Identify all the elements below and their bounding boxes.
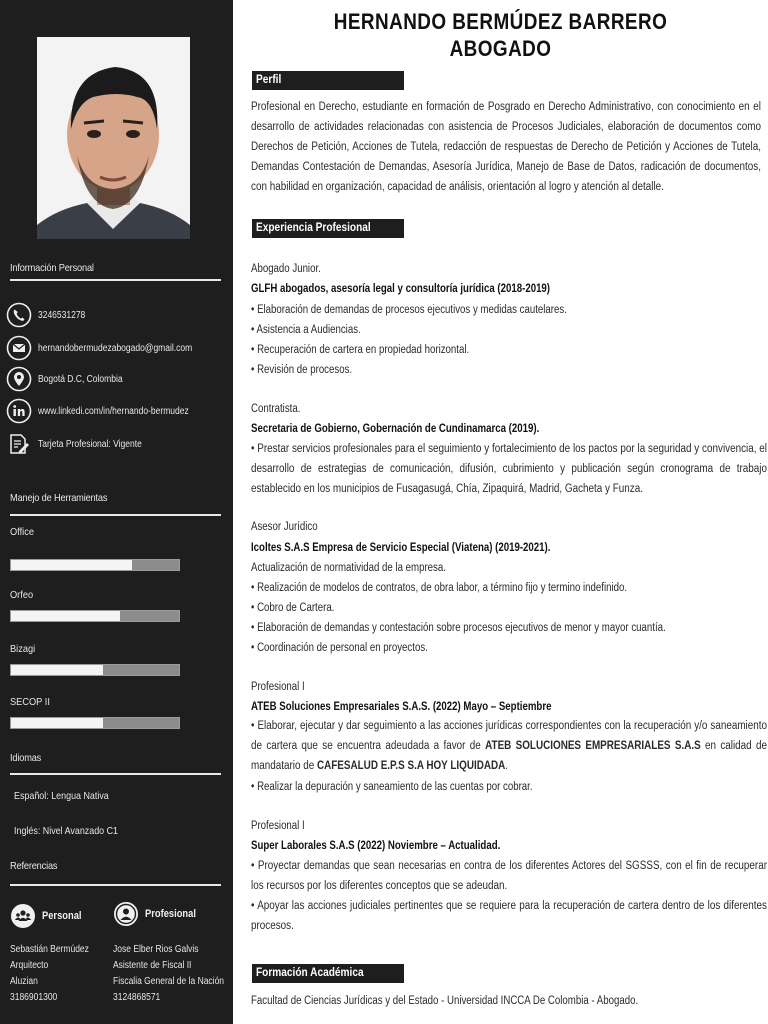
reference-company: Fiscalia General de la Nación <box>113 976 225 987</box>
email-link[interactable]: hernandobermudezabogado@gmail.com <box>38 342 193 354</box>
job-bullet: • Realización de modelos de contratos, de obra labor, a término fijo y termino indefinido. <box>251 582 628 594</box>
contact-location <box>6 366 138 392</box>
divider <box>10 279 221 281</box>
skill-bar <box>10 559 180 571</box>
user-icon <box>113 901 139 927</box>
skill-bar <box>10 610 180 622</box>
reference-company: Aluzian <box>10 976 38 987</box>
job-bullet: • Recuperación de cartera en propiedad horizontal. <box>251 344 470 356</box>
envelope-icon <box>6 335 32 361</box>
skill-bar-fill <box>11 665 103 675</box>
contact-email <box>6 335 219 361</box>
education-item: Facultad de Ciencias Jurídicas y del Estado - Universidad INCCA De Colombia - Abogado. <box>251 995 639 1007</box>
personal-label: Personal <box>42 910 82 922</box>
contact-phone <box>6 302 94 328</box>
phone-icon <box>6 302 32 328</box>
sidebar <box>0 0 233 1024</box>
job-company: GLFH abogados, asesoría legal y consultoría jurídica (2018-2019) <box>251 283 551 295</box>
job-company: Icoltes S.A.S Empresa de Servicio Especial (Viatena) (2019-2021). <box>251 542 551 554</box>
divider <box>10 514 221 516</box>
job-role: Profesional I <box>251 681 305 693</box>
skill-bar-fill <box>11 560 132 570</box>
job-company: ATEB Soluciones Empresariales S.A.S. (2022) Mayo – Septiembre <box>251 701 552 713</box>
reference-role: Asistente de Fiscal II <box>113 960 192 971</box>
job-role: Contratista. <box>251 403 301 415</box>
job-bullet: • Cobro de Cartera. <box>251 602 335 614</box>
main-content <box>233 0 768 1024</box>
job-bullet: • Elaborar, ejecutar y dar seguimiento a las acciones jurídicas correspondientes con la recuperación y/o saneamiento de cartera que se encuentra adeudada a favor de ATEB SOLUCIONES EMPRESARIALES S.A.S en calidad de mandatario de CAFESALUD E.P.S S.A HOY LIQUIDADA. <box>251 720 767 772</box>
personal-reference <box>10 942 103 1006</box>
contact-license <box>6 431 160 457</box>
job-bullet: • Revisión de procesos. <box>251 364 353 376</box>
profile-heading: Perfil <box>252 71 404 90</box>
skill-bar <box>10 664 180 676</box>
reference-role: Arquitecto <box>10 960 49 971</box>
professional-label: Profesional <box>145 908 196 920</box>
personal-reference-header <box>10 903 88 929</box>
professional-reference-header <box>113 901 205 927</box>
candidate-title: ABOGADO <box>449 36 552 61</box>
reference-phone: 3186901300 <box>10 992 58 1003</box>
profile-photo <box>37 37 190 239</box>
linkedin-icon <box>6 398 32 424</box>
skill-label: Office <box>10 526 34 538</box>
job-role: Abogado Junior. <box>251 263 321 275</box>
job-bullet: • Apoyar las acciones judiciales pertinentes que se requiere para la recuperación de cartera dentro de los diferentes procesos. <box>251 900 767 932</box>
divider <box>10 773 221 775</box>
reference-phone: 3124868571 <box>113 992 161 1003</box>
language-item: Inglés: Nivel Avanzado C1 <box>14 825 119 837</box>
skill-label: SECOP II <box>10 696 50 708</box>
reference-name: Sebastián Bermúdez <box>10 944 89 955</box>
document-edit-icon <box>6 431 32 457</box>
job-intro: Actualización de normatividad de la empresa. <box>251 562 446 574</box>
job-bullet: • Realizar la depuración y saneamiento de las cuentas por cobrar. <box>251 781 533 793</box>
job-company: Super Laborales S.A.S (2022) Noviembre – Actualidad. <box>251 840 501 852</box>
references-heading: Referencias <box>10 860 58 872</box>
profile-text: Profesional en Derecho, estudiante en formación de Posgrado en Derecho Administrativo, con conocimiento en el desarrollo de actividades relacionadas con asistencia de Procesos Judiciales, elaboración de documentos como Derechos de Petición, Acciones de Tutela, redacción de respuestas de Derecho de Petición y Acciones de Tutela, Demandas Contestación de Demandas, Asesoría Jurídica, Manejo de Base de Datos, radicación de documentos, con habilidad en organización, capacidad de análisis, orientación al logro y atención al detalle. <box>251 101 761 193</box>
tools-heading: Manejo de Herramientas <box>10 492 108 504</box>
job-bullet: • Coordinación de personal en proyectos. <box>251 642 428 654</box>
job-bullet: • Elaboración de demandas y contestación sobre procesos ejecutivos de menor y mayor cuantía. <box>251 622 666 634</box>
education-heading: Formación Académica <box>252 964 404 983</box>
reference-name: Jose Elber Rios Galvis <box>113 944 199 955</box>
job-company: Secretaria de Gobierno, Gobernación de Cundinamarca (2019). <box>251 423 540 435</box>
language-item: Español: Lengua Nativa <box>14 790 109 802</box>
location-text: Bogotá D.C, Colombia <box>38 373 123 385</box>
contact-linkedin <box>6 398 215 424</box>
phone-number[interactable]: 3246531278 <box>38 309 86 321</box>
job-role: Profesional I <box>251 820 305 832</box>
linkedin-link[interactable]: www.linkedi.com/in/hernando-bermudez <box>38 405 189 417</box>
job-role: Asesor Jurídico <box>251 521 318 533</box>
job-bullet: • Proyectar demandas que sean necesarias en contra de los diferentes Actores del SGSSS, con el fin de recuperar los recursos por los diferentes conceptos que se adeudan. <box>251 860 767 892</box>
skill-label: Orfeo <box>10 589 34 601</box>
candidate-name: HERNANDO BERMÚDEZ BARRERO <box>333 9 668 34</box>
divider <box>10 884 221 886</box>
skill-label: Bizagi <box>10 643 36 655</box>
skill-bar-fill <box>11 718 103 728</box>
languages-heading: Idiomas <box>10 752 42 764</box>
skill-bar <box>10 717 180 729</box>
location-pin-icon <box>6 366 32 392</box>
skill-bar-fill <box>11 611 120 621</box>
experience-heading: Experiencia Profesional <box>252 219 404 238</box>
group-icon <box>10 903 36 929</box>
job-bullet: • Asistencia a Audiencias. <box>251 324 361 336</box>
job-bullet: • Elaboración de demandas de procesos ejecutivos y medidas cautelares. <box>251 304 567 316</box>
license-status: Tarjeta Profesional: Vigente <box>38 438 142 450</box>
job-bullet: • Prestar servicios profesionales para el seguimiento y fortalecimiento de los pactos por la seguridad y convivencia, el desarrollo de estrategias de comunicación, difusión, cubrimiento y publicación según cronograma de trabajo establecido en los municipios de Fusagasugá, Chía, Zipaquirá, Madrid, Gacheta y Funza. <box>251 443 767 495</box>
professional-reference <box>113 942 244 1006</box>
personal-info-heading: Información Personal <box>10 262 94 274</box>
